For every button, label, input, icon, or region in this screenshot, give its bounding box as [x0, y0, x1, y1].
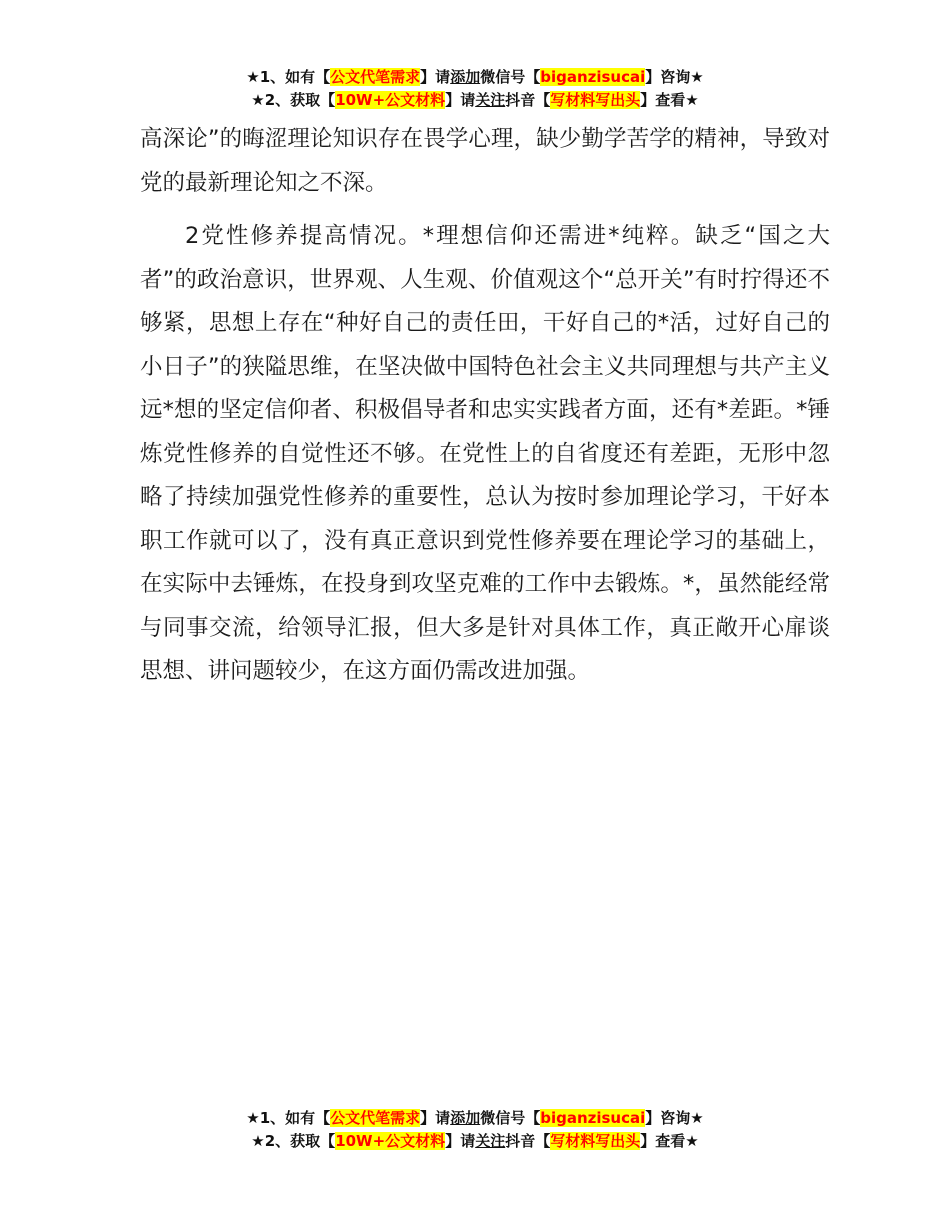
banner-text: ★1、如有【 [246, 1109, 331, 1127]
banner-line-2 [0, 1130, 950, 1153]
banner-text: 】查看★ [640, 1132, 699, 1150]
highlight-service: 公文代笔需求 [330, 1109, 421, 1127]
banner-text: 】咨询★ [645, 1109, 704, 1127]
footer-banner [0, 1107, 950, 1153]
underlined-text: 关注 [475, 91, 506, 109]
banner-text: 抖音【 [505, 1132, 551, 1150]
banner-text: 】请 [420, 68, 451, 86]
banner-text: 微信号【 [480, 1109, 541, 1127]
banner-text: 微信号【 [480, 68, 541, 86]
banner-text: 】咨询★ [645, 68, 704, 86]
highlight-materials: 10W+公文材料 [335, 91, 446, 109]
body-paragraph-1: 高深论”的晦涩理论知识存在畏学心理，缺少勤学苦学的精神，导致对党的最新理论知之不深。 [140, 126, 830, 196]
highlight-wechat-id: biganzisucai [540, 68, 646, 86]
highlight-douyin-account: 写材料写出头 [550, 1132, 641, 1150]
banner-text: 】请 [420, 1109, 451, 1127]
banner-text: 】查看★ [640, 91, 699, 109]
highlight-service: 公文代笔需求 [330, 68, 421, 86]
banner-line-1 [0, 66, 950, 89]
banner-text: 】请 [445, 91, 476, 109]
banner-text: ★2、获取【 [251, 91, 336, 109]
highlight-materials: 10W+公文材料 [335, 1132, 446, 1150]
banner-line-2 [0, 89, 950, 112]
highlight-douyin-account: 写材料写出头 [550, 91, 641, 109]
banner-text: 】请 [445, 1132, 476, 1150]
banner-text: 抖音【 [505, 91, 551, 109]
banner-text: ★2、获取【 [251, 1132, 336, 1150]
body-paragraph-2: 2党性修养提高情况。*理想信仰还需进*纯粹。缺乏“国之大者”的政治意识，世界观、人生观、价值观这个“总开关”有时拧得还不够紧，思想上存在“种好自己的责任田，干好自己的*活，过好自己的小日子”的狭隘思维，在坚决做中国特色社会主义共同理想与共产主义远*想的坚定信仰者、积极倡导者和忠实实践者方面，还有*差距。*锤炼党性修养的自觉性还不够。在党性上的自省度还有差距，无形中忽略了持续加强党性修养的重要性，总认为按时参加理论学习，干好本职工作就可以了，没有真正意识到党性修养要在理论学习的基础上，在实际中去锤炼，在投身到攻坚克难的工作中去锻炼。*，虽然能经常与同事交流，给领导汇报，但大多是针对具体工作，真正敞开心扉谈思想、讲问题较少，在这方面仍需改进加强。 [140, 223, 830, 684]
underlined-text: 添加 [450, 1109, 481, 1127]
banner-text: ★1、如有【 [246, 68, 331, 86]
banner-line-1 [0, 1107, 950, 1130]
underlined-text: 添加 [450, 68, 481, 86]
document-body [140, 118, 830, 694]
highlight-wechat-id: biganzisucai [540, 1109, 646, 1127]
header-banner [0, 66, 950, 112]
underlined-text: 关注 [475, 1132, 506, 1150]
